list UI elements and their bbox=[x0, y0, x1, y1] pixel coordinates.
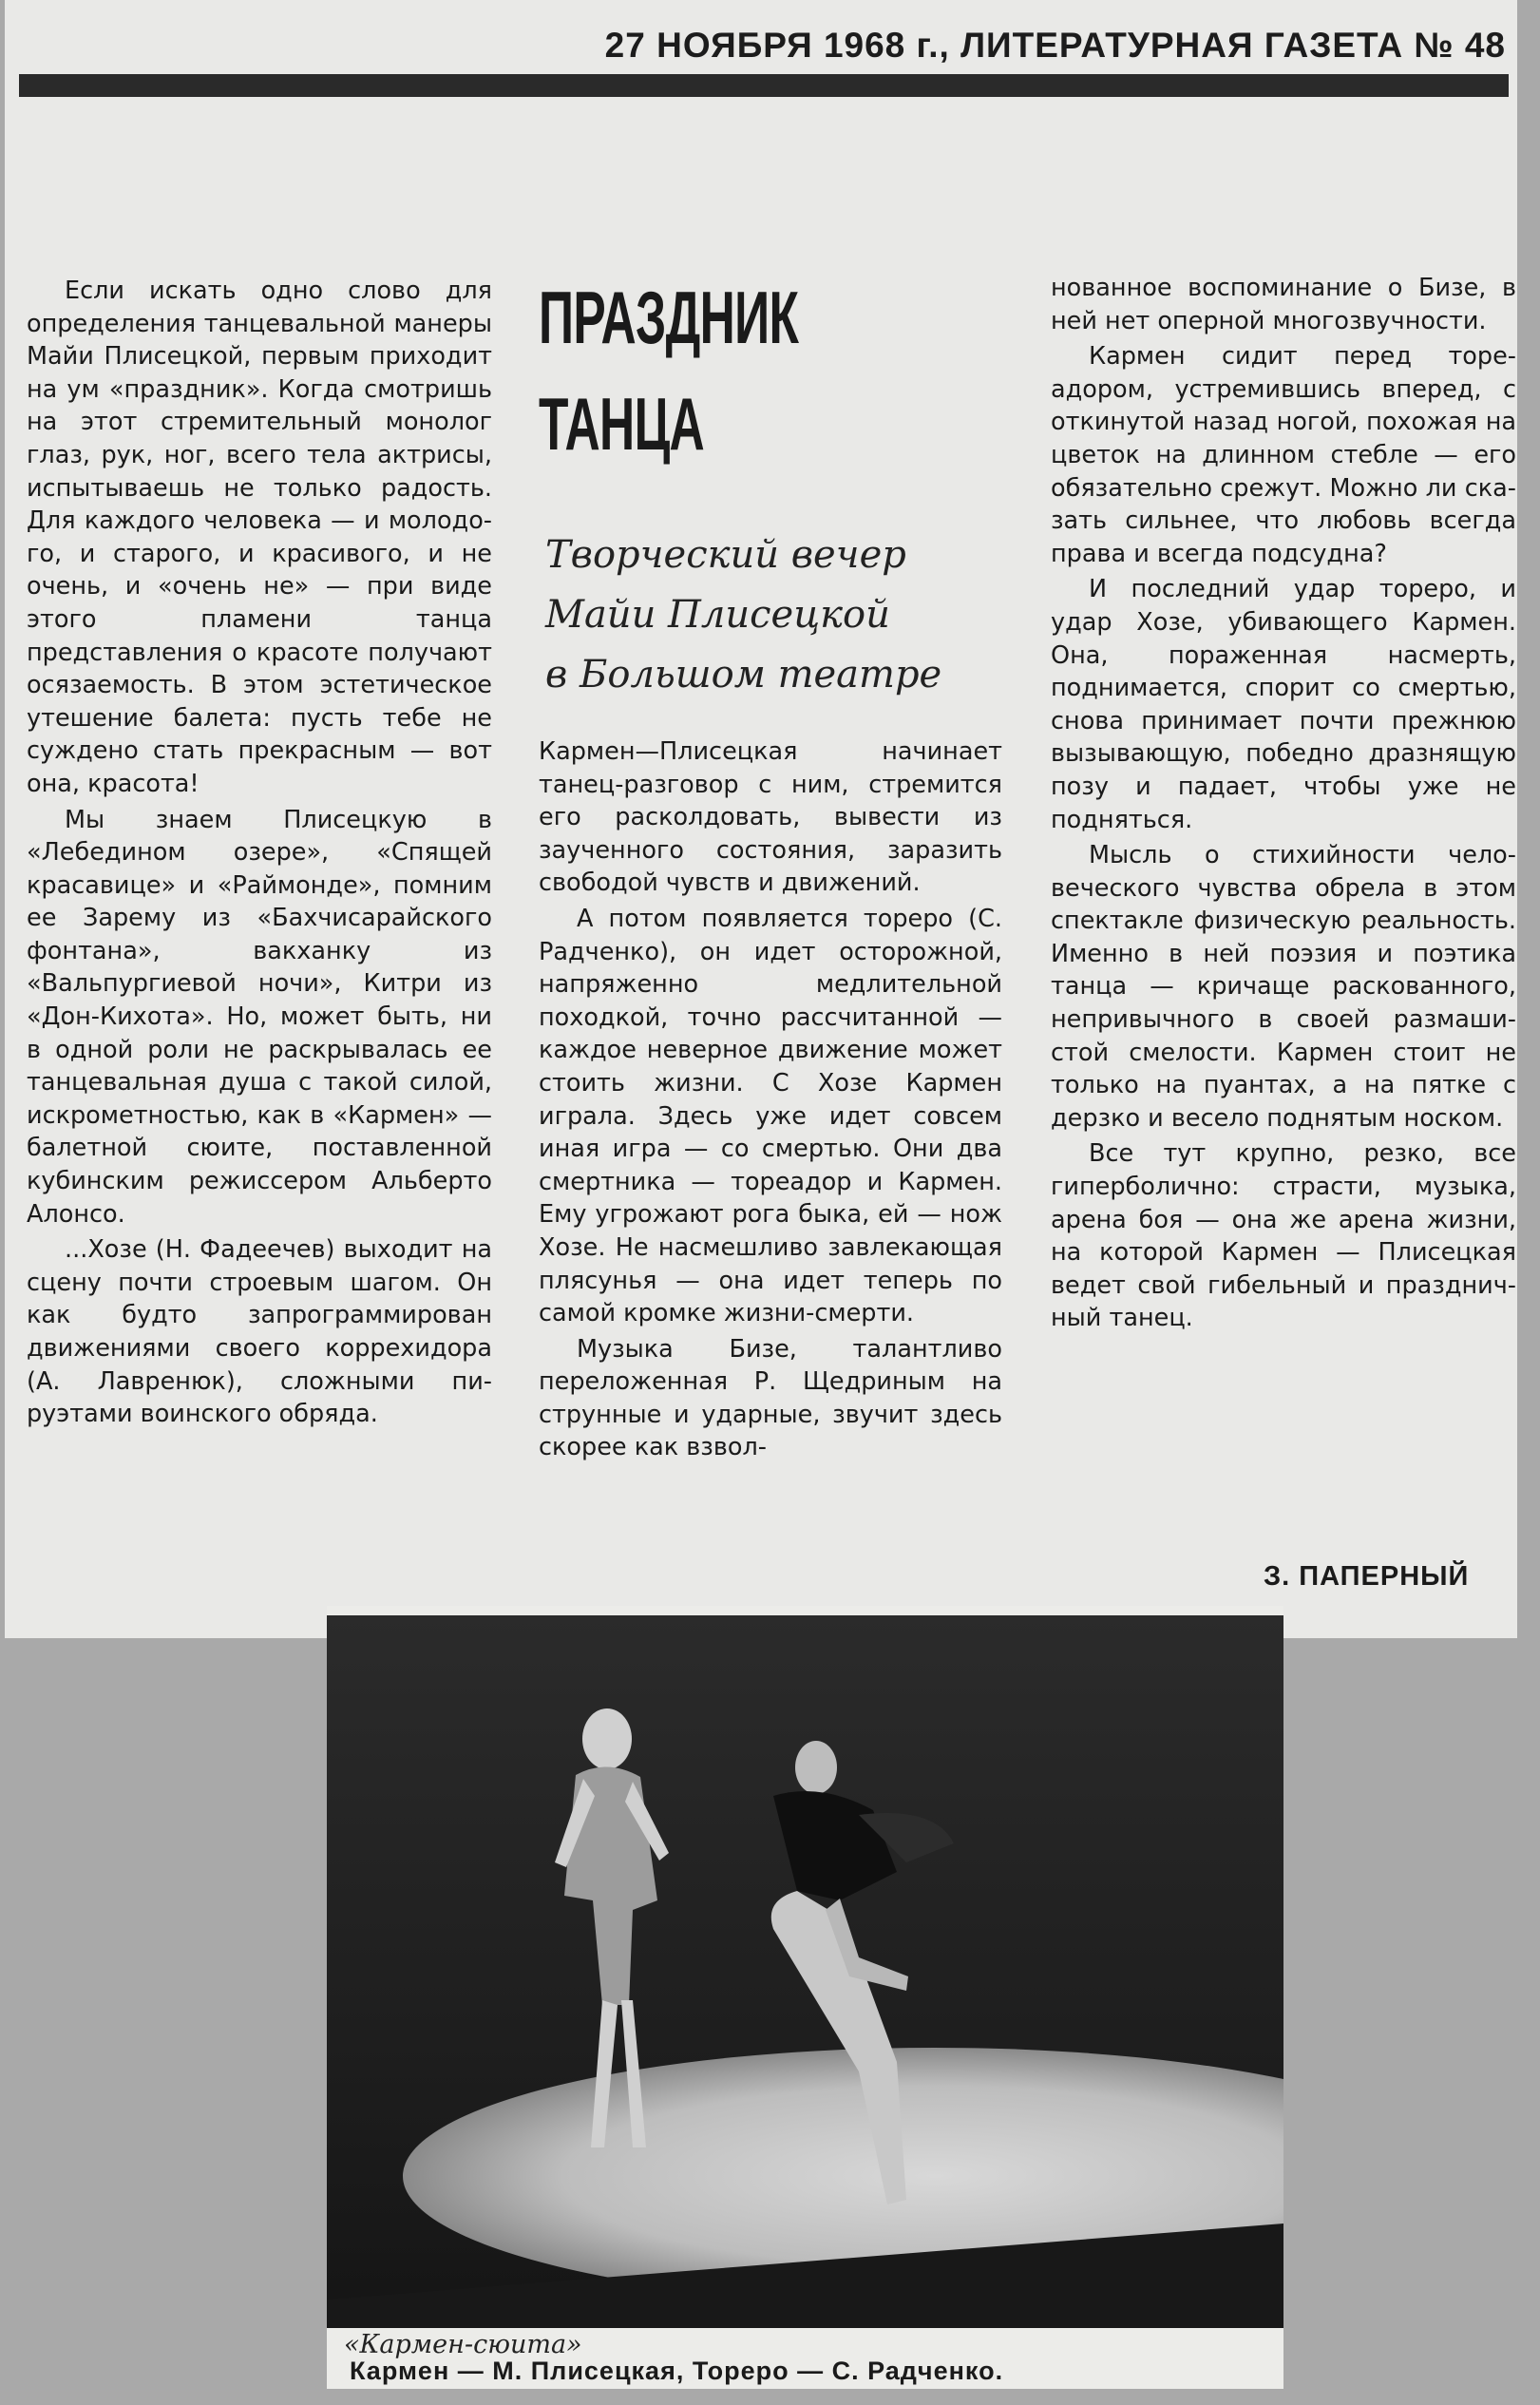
paragraph: нованное воспоминание о Бизе, в ней нет оперной многозвучности. bbox=[1051, 274, 1516, 335]
subtitle-line: в Большом театре bbox=[545, 653, 942, 697]
paragraph: Кармен сидит перед тореадором, устремившись вперед, с откинутой назад ногой, похожая на цветок на длинном стебле — его обязательно срежут. Можно ли сказать сильнее, что любовь всегда права и всегда подсудна? bbox=[1051, 342, 1516, 568]
paragraph: Все тут крупно, резко, все гиперболично: страсти, музыка, арена боя — она же арена жизни, на которой Кармен — Плисецкая ведет свой гибельный и праздничный танец. bbox=[1051, 1139, 1516, 1333]
subtitle-line: Майи Плисецкой bbox=[545, 593, 890, 637]
paragraph: ...Хозе (Н. Фадеечев) выходит на сцену почти строевым шагом. Он как будто запрограммирован движениями своего коррехидора (А. Лавренюк), сложными пируэтами воинского обряда. bbox=[27, 1235, 492, 1429]
author-byline: З. ПАПЕРНЫЙ bbox=[1264, 1561, 1470, 1592]
paragraph: Музыка Бизе, талантливо переложенная Р. Щедриным на струнные и ударные, звучит здесь скорее как взвол- bbox=[539, 1334, 1002, 1462]
headline-line: ПРАЗДНИК bbox=[539, 276, 799, 359]
masthead-rule bbox=[19, 74, 1509, 97]
headline bbox=[539, 264, 827, 477]
paragraph: Кармен—Плисецкая начинает танец-разговор с ним, стремится его расколдовать, вывести из заученного состояния, заразить свободой чувств и движений. bbox=[539, 737, 1002, 898]
article-column-3 bbox=[1051, 272, 1516, 1338]
masthead: 27 НОЯБРЯ 1968 г., ЛИТЕРАТУРНАЯ ГАЗЕТА № 48 bbox=[604, 26, 1506, 65]
stage-photo-illustration bbox=[327, 1615, 1283, 2328]
ballet-photo bbox=[327, 1615, 1283, 2328]
paragraph: Если искать одно слово для определения танцевальной манеры Майи Плисецкой, первым приходит на ум «праздник». Когда смотришь на этот стремительный монолог глаз, рук, ног, всего тела актрисы, испытываешь не только радость. Для каждого человека — и молодого, и старого, и красивого, и не очень, и «очень не» — при виде этого пламени танца представления о красоте получают осязаемость. В этом эстетическое утешение балета: пусть тебе не суждено стать прекрасным — вот она, красота! bbox=[27, 277, 492, 798]
paragraph: Мысль о стихийности человеческого чувства обрела в этом спектакле физическую реальность. Именно в ней поэзия и поэтика танца — кричаще раскованного, непривычного в своей размашистой смелости. Кармен стоит не только на пуантах, а на пятке с дерзко и весело поднятым носком. bbox=[1051, 841, 1516, 1133]
article-column-2 bbox=[539, 735, 1002, 1467]
photo-caption: Кармен — М. Плисецкая, Тореро — С. Радченко. bbox=[350, 2357, 1004, 2385]
subtitle-line: Творческий вечер bbox=[545, 533, 906, 577]
paragraph: И последний удар тореро, и удар Хозе, убивающего Кармен. Она, пораженная насмерть, поднимается, спорит со смертью, снова принимает почти прежнюю вызывающую, победно дразнящую позу и падает, чтобы уже не подняться. bbox=[1051, 575, 1516, 834]
article-column-1 bbox=[27, 275, 492, 1434]
paragraph: Мы знаем Плисецкую в «Лебедином озере», «Спящей красавице» и «Раймонде», помним ее Зарему из «Бахчисарайского фонтана», вакханку из «Вальпургиевой ночи», Китри из «Дон-Кихота». Но, может быть, ни в одной роли не раскрывалась ее танцевальная душа с такой силой, искрометностью, как в «Кармен» — балетной сюите, поставленной кубинским режиссером Альберто Алонсо. bbox=[27, 805, 492, 1229]
photo-card bbox=[327, 1606, 1283, 2389]
subtitle bbox=[545, 525, 1001, 705]
photo-caption-title: «Кармен-сюита» bbox=[344, 2330, 582, 2359]
headline-line: ТАНЦА bbox=[539, 382, 705, 466]
paragraph: А потом появляется тореро (С. Радченко), он идет осторожной, напряженно медлительной походкой, точно рассчитанной — каждое неверное движение может стоить жизни. С Хозе Кармен играла. Здесь уже идет совсем иная игра — со смертью. Они два смертника — тореадор и Кармен. Ему угрожают рога быка, ей — нож Хозе. Не насмешливо завлекающая плясунья — она идет теперь по самой кромке жизни-смерти. bbox=[539, 904, 1002, 1328]
